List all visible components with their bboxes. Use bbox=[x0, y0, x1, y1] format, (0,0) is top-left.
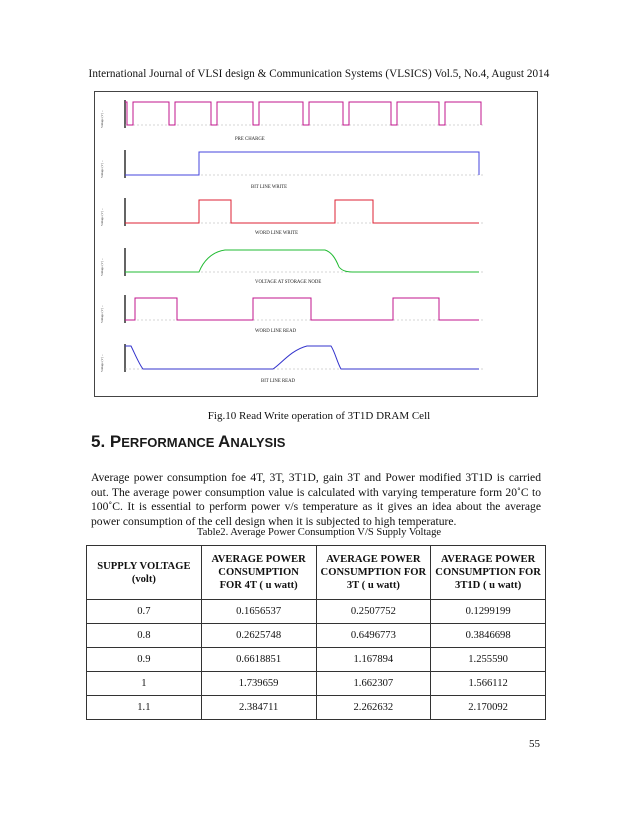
table-row bbox=[87, 648, 546, 672]
header-3t-power: AVERAGE POWER CONSUMPTION FOR 3T ( u watt) bbox=[316, 546, 431, 600]
table-cell: 1.167894 bbox=[316, 648, 431, 672]
y-axis-label-2: Voltage (V) ... bbox=[100, 159, 104, 178]
table-cell: 1.739659 bbox=[201, 672, 316, 696]
bitline-write-plot bbox=[125, 150, 485, 190]
journal-header: International Journal of VLSI design & Communication Systems (VLSICS) Vol.5, No.4, August 2014 bbox=[88, 68, 550, 80]
table-cell: 0.7 bbox=[87, 600, 202, 624]
storage-node-plot bbox=[125, 248, 485, 285]
table-cell: 0.6618851 bbox=[201, 648, 316, 672]
table-cell: 0.1656537 bbox=[201, 600, 316, 624]
table-cell: 0.2625748 bbox=[201, 624, 316, 648]
precharge-plot bbox=[125, 100, 485, 142]
table-cell: 0.6496773 bbox=[316, 624, 431, 648]
header-supply-voltage: SUPPLY VOLTAGE (volt) bbox=[87, 546, 202, 600]
table-cell: 1 bbox=[87, 672, 202, 696]
table-row bbox=[87, 600, 546, 624]
table-cell: 1.255590 bbox=[431, 648, 546, 672]
table-cell: 0.3846698 bbox=[431, 624, 546, 648]
table-header-row bbox=[87, 546, 546, 600]
wordline-write-plot bbox=[125, 198, 485, 236]
table-cell: 1.566112 bbox=[431, 672, 546, 696]
header-3t1d-power: AVERAGE POWER CONSUMPTION FOR 3T1D ( u watt) bbox=[431, 546, 546, 600]
figure-caption: Fig.10 Read Write operation of 3T1D DRAM Cell bbox=[207, 410, 431, 422]
table-cell: 0.1299199 bbox=[431, 600, 546, 624]
y-axis-label-6: Voltage (V) ... bbox=[100, 353, 104, 372]
waveform-plots bbox=[95, 92, 539, 398]
table-cell: 1.1 bbox=[87, 696, 202, 720]
table-row bbox=[87, 624, 546, 648]
bitline-read-plot bbox=[125, 344, 485, 384]
storage-node-label: VOLTAGE AT STORAGE NODE bbox=[255, 280, 322, 285]
table-row bbox=[87, 672, 546, 696]
y-axis-label-4: Voltage (V) ... bbox=[100, 257, 104, 276]
precharge-label: PRE CHARGE bbox=[235, 137, 265, 142]
y-axis-label-3: Voltage (V) ... bbox=[100, 207, 104, 226]
body-paragraph: Average power consumption foe 4T, 3T, 3T1D, gain 3T and Power modified 3T1D is carried out. The average power consumption value is calculated with varying temperature form 20˚C to 100˚C. It is essential to perform power v/s temperature as it gives an idea about the average power consumption of the cell design when it is subjected to high temperature. bbox=[91, 471, 541, 528]
table-cell: 2.262632 bbox=[316, 696, 431, 720]
bitline-write-label: BIT LINE WRITE bbox=[251, 185, 288, 190]
section-title: 5. PERFORMANCE ANALYSIS bbox=[91, 432, 286, 451]
waveform-figure bbox=[94, 91, 538, 397]
wordline-read-plot bbox=[125, 295, 485, 334]
wordline-write-label: WORD LINE WRITE bbox=[255, 231, 299, 236]
table-caption: Table2. Average Power Consumption V/S Supply Voltage bbox=[196, 527, 442, 538]
table-row bbox=[87, 696, 546, 720]
table-cell: 2.170092 bbox=[431, 696, 546, 720]
header-4t-power: AVERAGE POWER CONSUMPTION FOR 4T ( u watt) bbox=[201, 546, 316, 600]
table-cell: 0.2507752 bbox=[316, 600, 431, 624]
bitline-read-label: BIT LINE READ bbox=[261, 379, 296, 384]
table-cell: 0.9 bbox=[87, 648, 202, 672]
wordline-read-label: WORD LINE READ bbox=[255, 329, 297, 334]
page-number: 55 bbox=[529, 738, 540, 750]
y-axis-label-1: Voltage (V) ... bbox=[100, 109, 104, 128]
table-cell: 0.8 bbox=[87, 624, 202, 648]
y-axis-label-5: Voltage (V) ... bbox=[100, 304, 104, 323]
power-table bbox=[86, 545, 546, 720]
table-cell: 1.662307 bbox=[316, 672, 431, 696]
table-cell: 2.384711 bbox=[201, 696, 316, 720]
